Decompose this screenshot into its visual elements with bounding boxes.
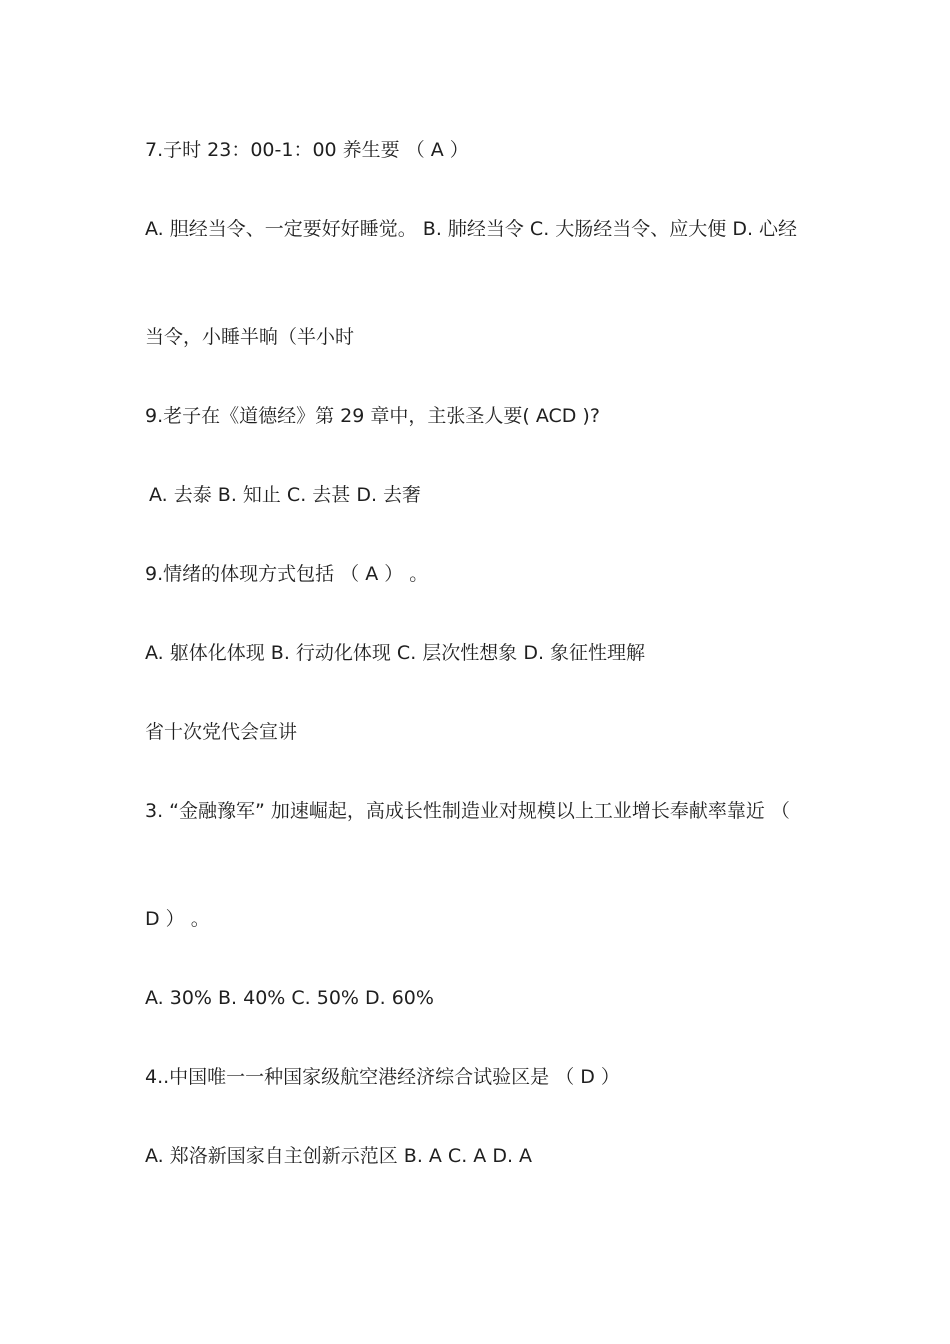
question-7-options-cont: 当令，小睡半晌（半小时 <box>145 326 355 348</box>
question-3-options: A. 30% B. 40% C. 50% D. 60% <box>145 987 434 1009</box>
section-heading: 省十次党代会宣讲 <box>145 721 298 743</box>
question-3-stem-cont: D ） 。 <box>145 908 210 930</box>
question-9b-stem: 9.情绪的体现方式包括 （ A ） 。 <box>145 563 429 585</box>
question-4-options: A. 郑洛新国家自主创新示范区 B. A C. A D. A <box>145 1145 533 1167</box>
question-9a-options: A. 去泰 B. 知止 C. 去甚 D. 去奢 <box>149 484 422 506</box>
question-7-stem: 7.子时 23：00-1：00 养生要 （ A ） <box>145 139 469 161</box>
question-7-options: A. 胆经当令、一定要好好睡觉。 B. 肺经当令 C. 大肠经当令、应大便 D. 心经 <box>145 218 798 240</box>
question-9a-stem: 9.老子在《道德经》第 29 章中，主张圣人要( ACD )? <box>145 405 600 427</box>
question-3-stem: 3. “金融豫军” 加速崛起，高成长性制造业对规模以上工业增长奉献率靠近 （ <box>145 800 790 822</box>
question-4-stem: 4..中国唯一一种国家级航空港经济综合试验区是 （ D ） <box>145 1066 620 1088</box>
question-9b-options: A. 躯体化体现 B. 行动化体现 C. 层次性想象 D. 象征性理解 <box>145 642 646 664</box>
